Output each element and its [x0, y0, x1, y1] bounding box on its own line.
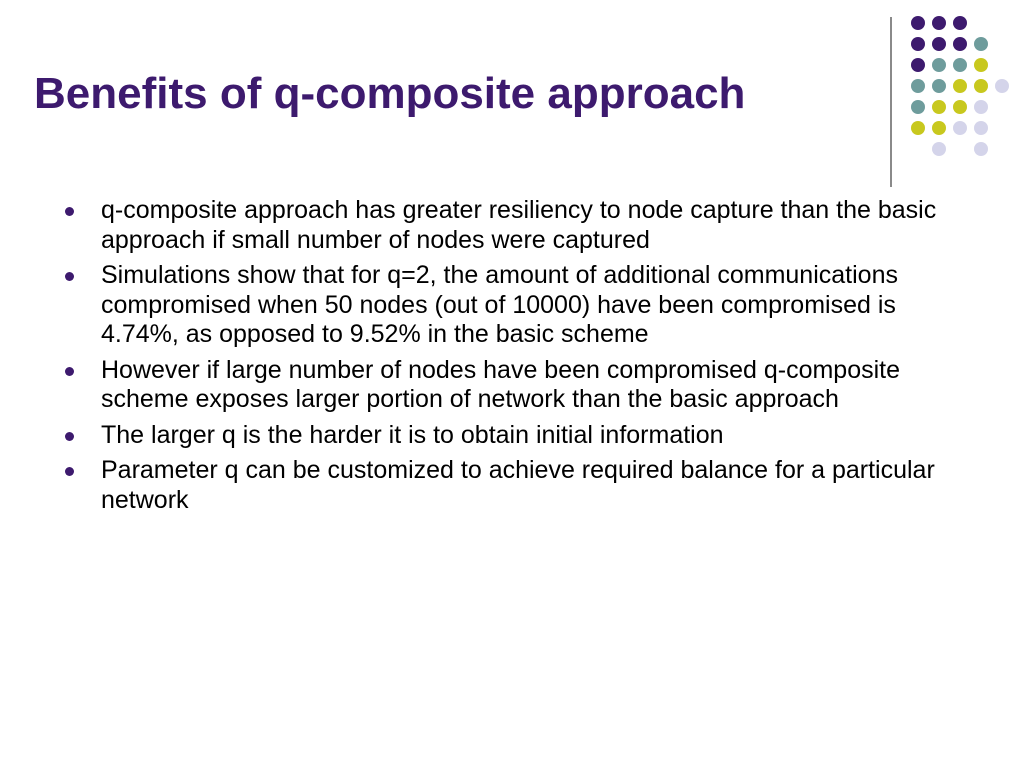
decorative-dot — [911, 79, 925, 93]
decorative-dot — [995, 79, 1009, 93]
bullet-item — [64, 456, 964, 515]
bullet-text: q-composite approach has greater resiliency to node capture than the basic approach if small number of nodes were captured — [101, 196, 937, 254]
decorative-dot — [953, 58, 967, 72]
slide-title: Benefits of q-composite approach — [34, 69, 746, 118]
decorative-dot — [953, 121, 967, 135]
decorative-dot — [974, 121, 988, 135]
decorative-dot — [911, 58, 925, 72]
decorative-dot — [974, 79, 988, 93]
bullet-text: However if large number of nodes have been compromised q-composite scheme exposes larger portion of network than the basic approach — [101, 355, 901, 413]
decorative-dot — [932, 37, 946, 51]
bullet-item — [64, 261, 964, 350]
bullet-text: Parameter q can be customized to achieve required balance for a particular network — [101, 456, 935, 514]
bullet-dot-icon — [65, 432, 74, 441]
decorative-dot — [911, 37, 925, 51]
decorative-dot — [932, 58, 946, 72]
decorative-dot — [974, 58, 988, 72]
decorative-dot — [932, 100, 946, 114]
bullet-dot-icon — [65, 272, 74, 281]
decorative-dot — [932, 16, 946, 30]
decorative-dot — [911, 16, 925, 30]
bullet-dot-icon — [65, 207, 74, 216]
decorative-dot — [911, 100, 925, 114]
vertical-divider — [890, 17, 892, 187]
decorative-dot — [932, 79, 946, 93]
bullet-item — [64, 421, 964, 451]
decorative-dot — [911, 121, 925, 135]
decorative-dot — [953, 79, 967, 93]
decorative-dot — [974, 142, 988, 156]
decorative-dot — [974, 37, 988, 51]
bullet-item — [64, 196, 964, 255]
decorative-dot — [953, 16, 967, 30]
bullet-list — [64, 196, 964, 521]
bullet-dot-icon — [65, 467, 74, 476]
bullet-dot-icon — [65, 367, 74, 376]
decorative-dot — [953, 37, 967, 51]
bullet-text: The larger q is the harder it is to obtain initial information — [101, 420, 724, 449]
decorative-dot — [932, 142, 946, 156]
decorative-dot — [953, 100, 967, 114]
bullet-text: Simulations show that for q=2, the amount of additional communications compromised when 50 nodes (out of 10000) have been compromised is 4.74%, as opposed to 9.52% in the basic scheme — [101, 261, 898, 348]
bullet-item — [64, 356, 964, 415]
decorative-dot — [974, 100, 988, 114]
decorative-dot — [932, 121, 946, 135]
